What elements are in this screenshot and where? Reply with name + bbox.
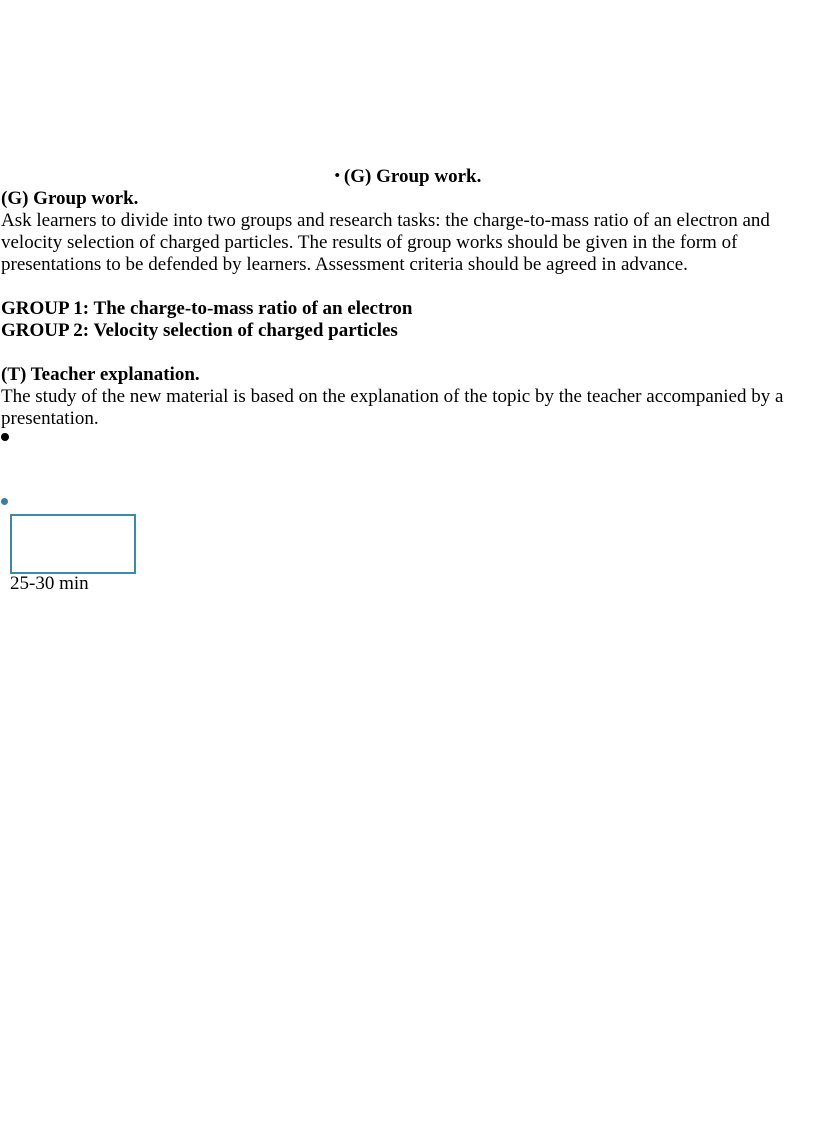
group-2-title: GROUP 2: Velocity selection of charged particles <box>1 320 398 341</box>
teacher-explanation-heading: (T) Teacher explanation. <box>1 364 200 385</box>
spacer <box>1 342 806 364</box>
top-heading <box>0 165 816 190</box>
spacer <box>1 276 806 298</box>
top-heading-text: (G) Group work. <box>343 166 482 187</box>
empty-frame <box>10 514 136 574</box>
blue-bullet-dot-icon <box>1 498 8 505</box>
teacher-explanation-description: The study of the new material is based on the explanation of the topic by the teacher accompanied by a presentation. <box>1 386 784 429</box>
duration-label: 25-30 min <box>10 573 89 594</box>
group-work-description: Ask learners to divide into two groups and research tasks: the charge-to-mass ratio of an electron and velocity selection of charged particles. The results of group works should be given in the form of presentations to be defended by learners. Assessment criteria should be agreed in advance. <box>1 210 770 275</box>
group-1-title: GROUP 1: The charge-to-mass ratio of an electron <box>1 298 413 319</box>
bullet-dot-icon <box>1 433 9 441</box>
document-body <box>1 188 806 430</box>
bullet-icon: • <box>334 168 340 184</box>
group-work-heading: (G) Group work. <box>1 188 139 209</box>
